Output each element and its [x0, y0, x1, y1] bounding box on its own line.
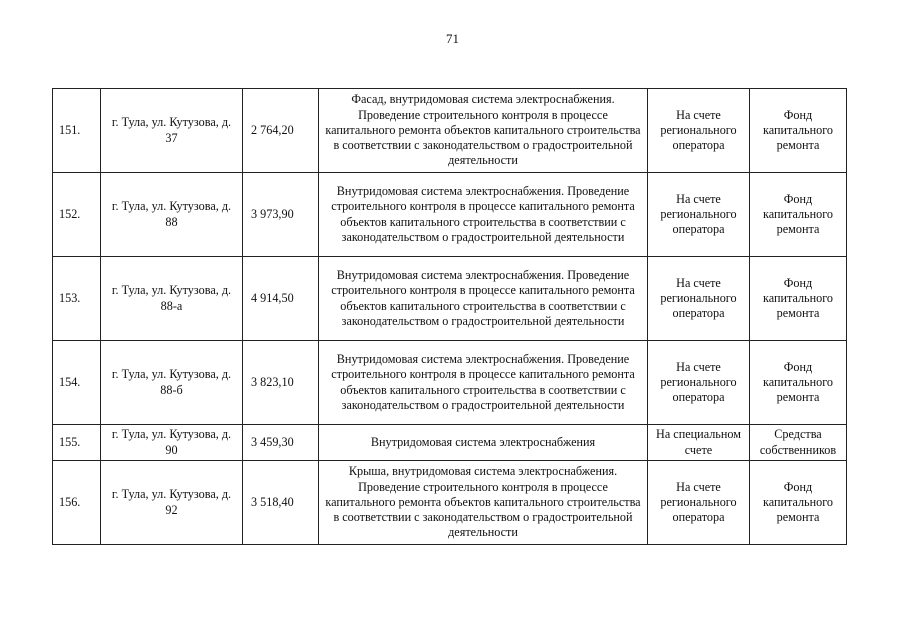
account-type: На счете регионального оператора: [648, 173, 750, 257]
building-area: 2 764,20: [243, 89, 319, 173]
building-address: г. Тула, ул. Кутузова, д. 92: [101, 461, 243, 545]
table-row: [53, 257, 847, 341]
row-number: 154.: [53, 341, 101, 425]
repair-registry-table: [52, 88, 847, 545]
building-address: г. Тула, ул. Кутузова, д. 37: [101, 89, 243, 173]
repair-works: Внутридомовая система электроснабжения. Проведение строительного контроля в процессе капитального ремонта объектов капитального строительства в соответствии с законодательством о градостроительной деятельности: [319, 257, 648, 341]
repair-works: Крыша, внутридомовая система электроснабжения. Проведение строительного контроля в процессе капитального ремонта объектов капитального строительства в соответствии с законодательством о градостроительной деятельности: [319, 461, 648, 545]
repair-works: Внутридомовая система электроснабжения. Проведение строительного контроля в процессе капитального ремонта объектов капитального строительства в соответствии с законодательством о градостроительной деятельности: [319, 173, 648, 257]
building-address: г. Тула, ул. Кутузова, д. 88: [101, 173, 243, 257]
account-type: На счете регионального оператора: [648, 89, 750, 173]
table-row: [53, 89, 847, 173]
account-type: На счете регионального оператора: [648, 341, 750, 425]
funding-source: Средства собственников: [750, 425, 847, 461]
repair-works: Фасад, внутридомовая система электроснабжения. Проведение строительного контроля в процессе капитального ремонта объектов капитального строительства в соответствии с законодательством о градостроительной деятельности: [319, 89, 648, 173]
row-number: 152.: [53, 173, 101, 257]
table-row: [53, 341, 847, 425]
building-area: 3 973,90: [243, 173, 319, 257]
building-address: г. Тула, ул. Кутузова, д. 88-а: [101, 257, 243, 341]
table-row: [53, 425, 847, 461]
building-area: 3 823,10: [243, 341, 319, 425]
row-number: 155.: [53, 425, 101, 461]
building-address: г. Тула, ул. Кутузова, д. 88-б: [101, 341, 243, 425]
row-number: 156.: [53, 461, 101, 545]
building-area: 3 518,40: [243, 461, 319, 545]
account-type: На счете регионального оператора: [648, 257, 750, 341]
building-area: 4 914,50: [243, 257, 319, 341]
funding-source: Фонд капитального ремонта: [750, 341, 847, 425]
funding-source: Фонд капитального ремонта: [750, 89, 847, 173]
row-number: 151.: [53, 89, 101, 173]
repair-works: Внутридомовая система электроснабжения. Проведение строительного контроля в процессе капитального ремонта объектов капитального строительства в соответствии с законодательством о градостроительной деятельности: [319, 341, 648, 425]
account-type: На специальном счете: [648, 425, 750, 461]
table-row: [53, 173, 847, 257]
building-address: г. Тула, ул. Кутузова, д. 90: [101, 425, 243, 461]
table-row: [53, 461, 847, 545]
repair-works: Внутридомовая система электроснабжения: [319, 425, 648, 461]
building-area: 3 459,30: [243, 425, 319, 461]
page-number: 71: [446, 31, 459, 46]
row-number: 153.: [53, 257, 101, 341]
account-type: На счете регионального оператора: [648, 461, 750, 545]
funding-source: Фонд капитального ремонта: [750, 173, 847, 257]
funding-source: Фонд капитального ремонта: [750, 461, 847, 545]
funding-source: Фонд капитального ремонта: [750, 257, 847, 341]
